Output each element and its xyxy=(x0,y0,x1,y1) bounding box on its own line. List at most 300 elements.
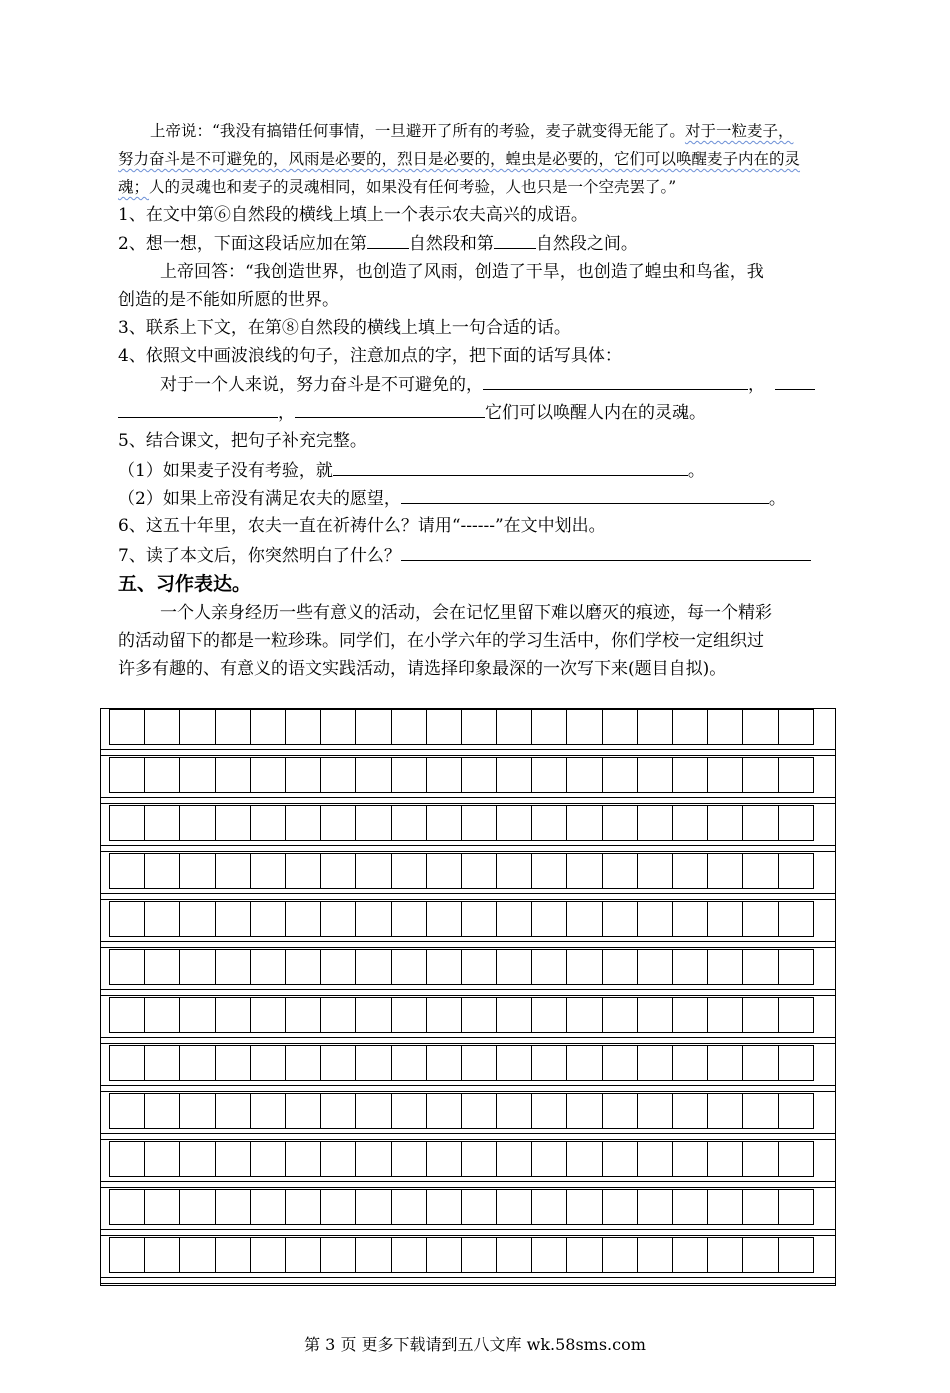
grid-cell[interactable] xyxy=(215,1093,251,1129)
grid-separator-line xyxy=(100,893,836,894)
grid-cell[interactable] xyxy=(778,1045,814,1081)
grid-cell[interactable] xyxy=(426,1237,462,1273)
grid-cell[interactable] xyxy=(355,1237,391,1273)
grid-cell[interactable] xyxy=(461,1141,497,1177)
grid-cell[interactable] xyxy=(250,997,286,1033)
grid-cell[interactable] xyxy=(742,1237,778,1273)
question-text: 自然段之间。 xyxy=(535,234,638,254)
grid-cell[interactable] xyxy=(496,949,532,985)
grid-cell[interactable] xyxy=(355,1189,391,1225)
grid-cell[interactable] xyxy=(566,757,602,793)
grid-cell[interactable] xyxy=(179,1093,215,1129)
grid-cell[interactable] xyxy=(109,853,145,889)
grid-cell[interactable] xyxy=(144,1093,180,1129)
grid-cell[interactable] xyxy=(285,1141,321,1177)
grid-cell[interactable] xyxy=(109,757,145,793)
grid-cell[interactable] xyxy=(637,853,673,889)
grid-cell[interactable] xyxy=(355,709,391,745)
grid-row xyxy=(109,757,814,793)
grid-cell[interactable] xyxy=(426,1045,462,1081)
grid-cell[interactable] xyxy=(637,949,673,985)
grid-cell[interactable] xyxy=(531,1093,567,1129)
grid-cell[interactable] xyxy=(602,1045,638,1081)
grid-cell[interactable] xyxy=(320,1141,356,1177)
grid-cell[interactable] xyxy=(109,709,145,745)
grid-cell[interactable] xyxy=(672,853,708,889)
grid-cell[interactable] xyxy=(707,1045,743,1081)
grid-cell[interactable] xyxy=(285,853,321,889)
question-text: 。 xyxy=(687,461,705,481)
grid-cell[interactable] xyxy=(250,949,286,985)
grid-cell[interactable] xyxy=(250,1237,286,1273)
grid-cell[interactable] xyxy=(566,1093,602,1129)
grid-cell[interactable] xyxy=(602,1093,638,1129)
grid-cell[interactable] xyxy=(426,901,462,937)
grid-cell[interactable] xyxy=(426,805,462,841)
grid-cell[interactable] xyxy=(566,1189,602,1225)
grid-cell[interactable] xyxy=(672,757,708,793)
grid-cell[interactable] xyxy=(179,1141,215,1177)
grid-cell[interactable] xyxy=(531,757,567,793)
grid-cell[interactable] xyxy=(531,1045,567,1081)
grid-cell[interactable] xyxy=(320,853,356,889)
grid-cell[interactable] xyxy=(320,949,356,985)
grid-cell[interactable] xyxy=(566,1045,602,1081)
grid-cell[interactable] xyxy=(602,1189,638,1225)
essay-prompt-line-3: 许多有趣的、有意义的语文实践活动，请选择印象最深的一次写下来(题目自拟)。 xyxy=(118,659,727,679)
grid-cell[interactable] xyxy=(320,805,356,841)
grid-cell[interactable] xyxy=(602,805,638,841)
grid-cell[interactable] xyxy=(144,1045,180,1081)
grid-cell[interactable] xyxy=(602,1141,638,1177)
grid-separator-line xyxy=(100,749,836,750)
grid-cell[interactable] xyxy=(672,1237,708,1273)
grid-cell[interactable] xyxy=(496,997,532,1033)
wavy-sentence: 魂； xyxy=(118,178,150,196)
question-3: 3、联系上下文，在第⑧自然段的横线上填上一句合适的话。 xyxy=(118,318,571,338)
grid-cell[interactable] xyxy=(144,1237,180,1273)
grid-cell[interactable] xyxy=(461,757,497,793)
grid-cell[interactable] xyxy=(215,1141,251,1177)
grid-cell[interactable] xyxy=(215,901,251,937)
grid-cell[interactable] xyxy=(320,1237,356,1273)
grid-separator-line xyxy=(100,989,836,990)
grid-cell[interactable] xyxy=(109,1045,145,1081)
grid-cell[interactable] xyxy=(179,1237,215,1273)
question-text: 自然段和第 xyxy=(408,234,494,254)
grid-cell[interactable] xyxy=(778,709,814,745)
grid-cell[interactable] xyxy=(707,949,743,985)
grid-row xyxy=(109,1237,814,1273)
grid-separator-line xyxy=(100,899,836,900)
grid-cell[interactable] xyxy=(320,709,356,745)
grid-cell[interactable] xyxy=(707,1093,743,1129)
grid-separator-line xyxy=(100,1187,836,1188)
grid-row xyxy=(109,1189,814,1225)
grid-cell[interactable] xyxy=(742,853,778,889)
answer-blank[interactable] xyxy=(775,371,815,390)
grid-separator-line xyxy=(100,947,836,948)
wavy-sentence: 对于一粒麦子， xyxy=(684,122,794,140)
grid-cell[interactable] xyxy=(566,1141,602,1177)
grid-cell[interactable] xyxy=(496,1237,532,1273)
passage-line-2: 努力奋斗是不可避免的，风雨是必要的，烈日是必要的，蝗虫是必要的，它们可以唤醒麦子内在的灵 xyxy=(118,150,801,168)
grid-cell[interactable] xyxy=(778,1189,814,1225)
grid-cell[interactable] xyxy=(426,1093,462,1129)
grid-cell[interactable] xyxy=(391,997,427,1033)
grid-cell[interactable] xyxy=(778,1093,814,1129)
grid-cell[interactable] xyxy=(637,1093,673,1129)
grid-cell[interactable] xyxy=(461,1237,497,1273)
grid-cell[interactable] xyxy=(355,949,391,985)
grid-cell[interactable] xyxy=(461,709,497,745)
grid-cell[interactable] xyxy=(250,1141,286,1177)
grid-cell[interactable] xyxy=(109,901,145,937)
grid-cell[interactable] xyxy=(179,757,215,793)
grid-cell[interactable] xyxy=(285,757,321,793)
grid-cell[interactable] xyxy=(355,997,391,1033)
grid-separator-line xyxy=(100,845,836,846)
grid-cell[interactable] xyxy=(179,997,215,1033)
grid-cell[interactable] xyxy=(637,805,673,841)
question-5-prompt: 5、结合课文，把句子补充完整。 xyxy=(118,431,367,451)
passage-text: 人的灵魂也和麦子的灵魂相同，如果没有任何考验，人也只是一个空壳罢了。” xyxy=(149,178,677,196)
grid-cell[interactable] xyxy=(355,1093,391,1129)
grid-cell[interactable] xyxy=(426,757,462,793)
answer-blank[interactable] xyxy=(295,399,485,418)
grid-cell[interactable] xyxy=(531,1141,567,1177)
grid-cell[interactable] xyxy=(496,853,532,889)
grid-cell[interactable] xyxy=(285,1045,321,1081)
grid-cell[interactable] xyxy=(109,1237,145,1273)
grid-cell[interactable] xyxy=(707,853,743,889)
grid-cell[interactable] xyxy=(391,853,427,889)
grid-cell[interactable] xyxy=(531,1237,567,1273)
answer-blank[interactable] xyxy=(494,230,536,249)
grid-cell[interactable] xyxy=(461,901,497,937)
grid-cell[interactable] xyxy=(320,1189,356,1225)
grid-row xyxy=(109,949,814,985)
grid-cell[interactable] xyxy=(391,805,427,841)
answer-blank[interactable] xyxy=(333,457,688,476)
grid-cell[interactable] xyxy=(144,949,180,985)
grid-cell[interactable] xyxy=(215,757,251,793)
grid-cell[interactable] xyxy=(426,853,462,889)
grid-cell[interactable] xyxy=(250,709,286,745)
grid-cell[interactable] xyxy=(215,949,251,985)
grid-cell[interactable] xyxy=(461,1045,497,1081)
grid-cell[interactable] xyxy=(179,1189,215,1225)
grid-cell[interactable] xyxy=(250,757,286,793)
section-heading: 五、习作表达。 xyxy=(118,573,252,595)
grid-cell[interactable] xyxy=(426,1189,462,1225)
grid-cell[interactable] xyxy=(144,1189,180,1225)
grid-separator-line xyxy=(100,1277,836,1278)
grid-row xyxy=(109,997,814,1033)
grid-cell[interactable] xyxy=(391,757,427,793)
grid-cell[interactable] xyxy=(707,1237,743,1273)
grid-cell[interactable] xyxy=(778,853,814,889)
grid-cell[interactable] xyxy=(391,1189,427,1225)
grid-cell[interactable] xyxy=(144,757,180,793)
grid-cell[interactable] xyxy=(285,709,321,745)
grid-cell[interactable] xyxy=(285,901,321,937)
grid-cell[interactable] xyxy=(742,997,778,1033)
grid-cell[interactable] xyxy=(496,805,532,841)
grid-cell[interactable] xyxy=(320,1093,356,1129)
question-6: 6、这五十年里，农夫一直在祈祷什么？请用“------”在文中划出。 xyxy=(118,516,606,536)
grid-cell[interactable] xyxy=(672,1045,708,1081)
question-5-item-1 xyxy=(118,457,705,484)
writing-grid[interactable] xyxy=(100,708,836,1286)
grid-cell[interactable] xyxy=(566,1237,602,1273)
grid-cell[interactable] xyxy=(250,853,286,889)
grid-cell[interactable] xyxy=(109,1189,145,1225)
grid-cell[interactable] xyxy=(707,757,743,793)
grid-cell[interactable] xyxy=(496,1141,532,1177)
grid-cell[interactable] xyxy=(637,709,673,745)
grid-cell[interactable] xyxy=(215,1237,251,1273)
grid-cell[interactable] xyxy=(109,949,145,985)
grid-cell[interactable] xyxy=(637,1045,673,1081)
grid-cell[interactable] xyxy=(531,709,567,745)
grid-separator-line xyxy=(100,1181,836,1182)
grid-cell[interactable] xyxy=(179,901,215,937)
answer-blank[interactable] xyxy=(483,371,748,390)
grid-cell[interactable] xyxy=(707,1141,743,1177)
grid-cell[interactable] xyxy=(672,709,708,745)
grid-cell[interactable] xyxy=(426,1141,462,1177)
grid-cell[interactable] xyxy=(672,1093,708,1129)
grid-cell[interactable] xyxy=(707,805,743,841)
grid-cell[interactable] xyxy=(742,757,778,793)
grid-separator-line xyxy=(100,1139,836,1140)
grid-cell[interactable] xyxy=(426,949,462,985)
grid-cell[interactable] xyxy=(637,1189,673,1225)
grid-cell[interactable] xyxy=(707,901,743,937)
grid-cell[interactable] xyxy=(742,1141,778,1177)
grid-cell[interactable] xyxy=(215,1189,251,1225)
grid-cell[interactable] xyxy=(707,997,743,1033)
grid-cell[interactable] xyxy=(602,757,638,793)
grid-cell[interactable] xyxy=(285,805,321,841)
question-4-line-2 xyxy=(118,399,706,426)
grid-cell[interactable] xyxy=(778,949,814,985)
grid-cell[interactable] xyxy=(215,805,251,841)
grid-cell[interactable] xyxy=(144,805,180,841)
question-text: （1）如果麦子没有考验，就 xyxy=(118,461,333,481)
grid-cell[interactable] xyxy=(320,757,356,793)
grid-cell[interactable] xyxy=(144,1141,180,1177)
grid-cell[interactable] xyxy=(355,757,391,793)
grid-cell[interactable] xyxy=(637,901,673,937)
grid-cell[interactable] xyxy=(778,757,814,793)
grid-separator-line xyxy=(100,755,836,756)
grid-row xyxy=(109,901,814,937)
grid-cell[interactable] xyxy=(742,1093,778,1129)
grid-cell[interactable] xyxy=(109,997,145,1033)
grid-cell[interactable] xyxy=(109,1141,145,1177)
grid-cell[interactable] xyxy=(496,1045,532,1081)
grid-cell[interactable] xyxy=(672,1141,708,1177)
grid-cell[interactable] xyxy=(778,1237,814,1273)
grid-cell[interactable] xyxy=(320,997,356,1033)
grid-cell[interactable] xyxy=(391,949,427,985)
grid-cell[interactable] xyxy=(602,853,638,889)
grid-cell[interactable] xyxy=(215,709,251,745)
grid-cell[interactable] xyxy=(285,1189,321,1225)
grid-cell[interactable] xyxy=(461,949,497,985)
grid-cell[interactable] xyxy=(742,709,778,745)
grid-cell[interactable] xyxy=(179,1045,215,1081)
grid-cell[interactable] xyxy=(672,1189,708,1225)
grid-cell[interactable] xyxy=(566,901,602,937)
grid-cell[interactable] xyxy=(672,949,708,985)
grid-cell[interactable] xyxy=(778,805,814,841)
grid-cell[interactable] xyxy=(566,805,602,841)
grid-cell[interactable] xyxy=(144,709,180,745)
grid-cell[interactable] xyxy=(250,1189,286,1225)
question-7 xyxy=(118,542,811,569)
grid-cell[interactable] xyxy=(672,997,708,1033)
grid-separator-line xyxy=(100,995,836,996)
grid-cell[interactable] xyxy=(355,853,391,889)
grid-cell[interactable] xyxy=(215,1045,251,1081)
grid-cell[interactable] xyxy=(391,1237,427,1273)
grid-cell[interactable] xyxy=(109,805,145,841)
grid-cell[interactable] xyxy=(531,1189,567,1225)
question-text: 。 xyxy=(768,489,786,509)
grid-cell[interactable] xyxy=(285,949,321,985)
grid-cell[interactable] xyxy=(637,757,673,793)
answer-blank[interactable] xyxy=(367,230,409,249)
grid-cell[interactable] xyxy=(637,997,673,1033)
question-text: ， xyxy=(748,375,765,395)
grid-cell[interactable] xyxy=(531,949,567,985)
grid-cell[interactable] xyxy=(461,1189,497,1225)
grid-cell[interactable] xyxy=(672,901,708,937)
grid-cell[interactable] xyxy=(566,949,602,985)
grid-separator-line xyxy=(100,851,836,852)
grid-cell[interactable] xyxy=(602,1237,638,1273)
grid-cell[interactable] xyxy=(179,853,215,889)
grid-cell[interactable] xyxy=(144,901,180,937)
grid-cell[interactable] xyxy=(285,997,321,1033)
grid-cell[interactable] xyxy=(742,901,778,937)
question-text: ， xyxy=(278,403,295,423)
grid-cell[interactable] xyxy=(602,997,638,1033)
grid-cell[interactable] xyxy=(250,1093,286,1129)
grid-cell[interactable] xyxy=(742,1189,778,1225)
grid-cell[interactable] xyxy=(742,805,778,841)
grid-cell[interactable] xyxy=(637,1237,673,1273)
grid-cell[interactable] xyxy=(707,709,743,745)
grid-cell[interactable] xyxy=(215,853,251,889)
grid-cell[interactable] xyxy=(637,1141,673,1177)
grid-cell[interactable] xyxy=(355,805,391,841)
grid-cell[interactable] xyxy=(320,901,356,937)
grid-cell[interactable] xyxy=(320,1045,356,1081)
grid-cell[interactable] xyxy=(144,997,180,1033)
essay-prompt-line-2: 的活动留下的都是一粒珍珠。同学们，在小学六年的学习生活中，你们学校一定组织过 xyxy=(118,631,764,651)
grid-row xyxy=(109,805,814,841)
grid-cell[interactable] xyxy=(566,853,602,889)
grid-cell[interactable] xyxy=(602,901,638,937)
grid-cell[interactable] xyxy=(391,901,427,937)
question-4-prompt: 4、依照文中画波浪线的句子，注意加点的字，把下面的话写具体： xyxy=(118,346,622,366)
grid-cell[interactable] xyxy=(602,949,638,985)
grid-cell[interactable] xyxy=(602,709,638,745)
question-4-line-1 xyxy=(160,371,815,398)
grid-cell[interactable] xyxy=(496,757,532,793)
grid-cell[interactable] xyxy=(355,1045,391,1081)
grid-cell[interactable] xyxy=(109,1093,145,1129)
grid-cell[interactable] xyxy=(250,805,286,841)
grid-cell[interactable] xyxy=(742,1045,778,1081)
grid-cell[interactable] xyxy=(391,1093,427,1129)
grid-cell[interactable] xyxy=(778,997,814,1033)
grid-cell[interactable] xyxy=(355,901,391,937)
grid-row xyxy=(109,1045,814,1081)
answer-blank[interactable] xyxy=(118,399,278,418)
grid-cell[interactable] xyxy=(391,709,427,745)
passage-text: 上帝说：“我没有搞错任何事情，一旦避开了所有的考验，麦子就变得无能了。 xyxy=(150,122,685,140)
grid-cell[interactable] xyxy=(391,1141,427,1177)
grid-cell[interactable] xyxy=(496,1189,532,1225)
grid-cell[interactable] xyxy=(426,997,462,1033)
grid-cell[interactable] xyxy=(461,997,497,1033)
grid-cell[interactable] xyxy=(566,709,602,745)
grid-separator-line xyxy=(100,1133,836,1134)
answer-blank[interactable] xyxy=(401,485,769,504)
grid-cell[interactable] xyxy=(496,1093,532,1129)
grid-cell[interactable] xyxy=(531,853,567,889)
question-text: 它们可以唤醒人内在的灵魂。 xyxy=(485,403,706,423)
grid-cell[interactable] xyxy=(285,1093,321,1129)
grid-cell[interactable] xyxy=(179,949,215,985)
grid-cell[interactable] xyxy=(179,805,215,841)
grid-cell[interactable] xyxy=(250,1045,286,1081)
grid-separator-line xyxy=(100,1283,836,1284)
grid-cell[interactable] xyxy=(531,997,567,1033)
grid-separator-line xyxy=(100,1085,836,1086)
grid-cell[interactable] xyxy=(566,997,602,1033)
grid-cell[interactable] xyxy=(742,949,778,985)
grid-cell[interactable] xyxy=(531,901,567,937)
grid-cell[interactable] xyxy=(461,1093,497,1129)
grid-cell[interactable] xyxy=(778,901,814,937)
grid-cell[interactable] xyxy=(778,1141,814,1177)
grid-cell[interactable] xyxy=(531,805,567,841)
question-1: 1、在文中第⑥自然段的横线上填上一个表示农夫高兴的成语。 xyxy=(118,205,588,225)
page-footer: 第 3 页 更多下载请到五八文库 wk.58sms.com xyxy=(304,1335,646,1354)
grid-cell[interactable] xyxy=(426,709,462,745)
grid-cell[interactable] xyxy=(707,1189,743,1225)
grid-cell[interactable] xyxy=(179,709,215,745)
grid-cell[interactable] xyxy=(215,997,251,1033)
grid-cell[interactable] xyxy=(461,805,497,841)
grid-cell[interactable] xyxy=(285,1237,321,1273)
grid-cell[interactable] xyxy=(144,853,180,889)
grid-cell[interactable] xyxy=(461,853,497,889)
grid-cell[interactable] xyxy=(672,805,708,841)
answer-blank[interactable] xyxy=(401,542,811,561)
grid-cell[interactable] xyxy=(250,901,286,937)
grid-cell[interactable] xyxy=(496,901,532,937)
grid-cell[interactable] xyxy=(355,1141,391,1177)
grid-cell[interactable] xyxy=(496,709,532,745)
grid-cell[interactable] xyxy=(391,1045,427,1081)
